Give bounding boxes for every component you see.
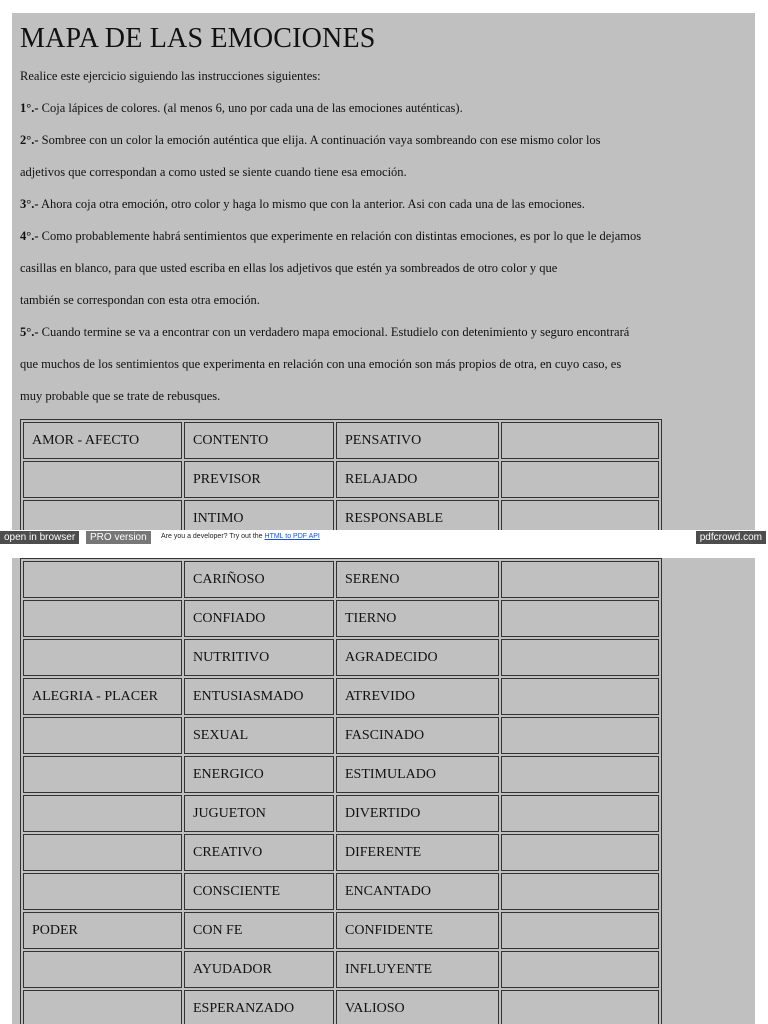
adjective-cell: CONFIDENTE	[336, 912, 499, 949]
emotion-category-cell	[23, 990, 182, 1024]
adjective-cell: DIFERENTE	[336, 834, 499, 871]
emotion-category-cell	[23, 600, 182, 637]
adjective-cell: AGRADECIDO	[336, 639, 499, 676]
adjective-cell: TIERNO	[336, 600, 499, 637]
blank-entry-cell	[501, 678, 659, 715]
step-number: 3°.-	[20, 197, 39, 211]
blank-entry-cell	[501, 756, 659, 793]
developer-promo-text: Are you a developer? Try out the	[161, 533, 263, 540]
adjective-cell: ESPERANZADO	[184, 990, 334, 1024]
step-2	[20, 133, 601, 148]
adjective-cell: INFLUYENTE	[336, 951, 499, 988]
blank-entry-cell	[501, 717, 659, 754]
developer-promo	[161, 533, 320, 540]
adjective-cell: ENERGICO	[184, 756, 334, 793]
step-1	[20, 101, 463, 116]
adjective-cell: CONTENTO	[184, 422, 334, 459]
table-row	[23, 912, 659, 949]
emotion-category-cell: AMOR - AFECTO	[23, 422, 182, 459]
adjective-cell: ESTIMULADO	[336, 756, 499, 793]
step-number: 1°.-	[20, 101, 39, 115]
step-2-cont: adjetivos que correspondan a como usted se siente cuando tiene esa emoción.	[20, 165, 407, 179]
emotions-table-part-2	[20, 558, 662, 1024]
step-4	[20, 229, 641, 244]
table-row	[23, 600, 659, 637]
adjective-cell: RELAJADO	[336, 461, 499, 498]
emotion-category-cell	[23, 639, 182, 676]
table-row	[23, 873, 659, 910]
adjective-cell: VALIOSO	[336, 990, 499, 1024]
blank-entry-cell	[501, 795, 659, 832]
step-text: Como probablemente habrá sentimientos que experimente en relación con distintas emociones, es por lo que le dejamos	[41, 229, 642, 243]
table-row	[23, 756, 659, 793]
adjective-cell: CONFIADO	[184, 600, 334, 637]
emotion-category-cell	[23, 561, 182, 598]
document-page-1	[12, 13, 755, 530]
adjective-cell: CARIÑOSO	[184, 561, 334, 598]
step-4-cont-2: también se correspondan con esta otra emoción.	[20, 293, 260, 307]
open-in-browser-button[interactable]: open in browser	[0, 531, 79, 544]
adjective-cell: FASCINADO	[336, 717, 499, 754]
adjective-cell: PENSATIVO	[336, 422, 499, 459]
step-5	[20, 325, 629, 340]
step-number: 2°.-	[20, 133, 39, 147]
step-text: Ahora coja otra emoción, otro color y haga lo mismo que con la anterior. Asi con cada una de las emociones.	[40, 197, 585, 211]
emotion-category-cell: ALEGRIA - PLACER	[23, 678, 182, 715]
table-row	[23, 717, 659, 754]
blank-entry-cell	[501, 422, 659, 459]
blank-entry-cell	[501, 873, 659, 910]
blank-entry-cell	[501, 951, 659, 988]
adjective-cell: DIVERTIDO	[336, 795, 499, 832]
pdfcrowd-banner	[0, 530, 768, 545]
adjective-cell: ATREVIDO	[336, 678, 499, 715]
blank-entry-cell	[501, 500, 659, 530]
emotion-category-cell: PODER	[23, 912, 182, 949]
blank-entry-cell	[501, 912, 659, 949]
page-title: MAPA DE LAS EMOCIONES	[20, 23, 376, 54]
step-text: Cuando termine se va a encontrar con un verdadero mapa emocional. Estudielo con detenimiento y seguro encontrará	[41, 325, 630, 339]
table-row	[23, 461, 659, 498]
emotion-category-cell	[23, 461, 182, 498]
blank-entry-cell	[501, 639, 659, 676]
pro-version-button[interactable]: PRO version	[86, 531, 151, 544]
intro-text: Realice este ejercicio siguiendo las instrucciones siguientes:	[20, 69, 321, 83]
table-row	[23, 678, 659, 715]
table-row	[23, 990, 659, 1024]
adjective-cell: SEXUAL	[184, 717, 334, 754]
step-number: 5°.-	[20, 325, 39, 339]
blank-entry-cell	[501, 561, 659, 598]
adjective-cell: CREATIVO	[184, 834, 334, 871]
blank-entry-cell	[501, 990, 659, 1024]
emotion-category-cell	[23, 500, 182, 530]
pdfcrowd-brand-link[interactable]: pdfcrowd.com	[696, 531, 766, 544]
emotion-category-cell	[23, 834, 182, 871]
emotion-category-cell	[23, 951, 182, 988]
html-to-pdf-api-link[interactable]: HTML to PDF API	[264, 533, 320, 540]
step-number: 4°.-	[20, 229, 39, 243]
step-3	[20, 197, 585, 212]
adjective-cell: NUTRITIVO	[184, 639, 334, 676]
blank-entry-cell	[501, 461, 659, 498]
table-row	[23, 422, 659, 459]
blank-entry-cell	[501, 600, 659, 637]
document-page-2	[12, 558, 755, 1024]
adjective-cell: AYUDADOR	[184, 951, 334, 988]
adjective-cell: CONSCIENTE	[184, 873, 334, 910]
adjective-cell: PREVISOR	[184, 461, 334, 498]
step-text: Sombree con un color la emoción auténtica que elija. A continuación vaya sombreando con ese mismo color los	[41, 133, 601, 147]
table-row	[23, 795, 659, 832]
step-4-cont-1: casillas en blanco, para que usted escriba en ellas los adjetivos que estén ya sombreados de otro color y que	[20, 261, 558, 275]
table-row	[23, 951, 659, 988]
emotion-category-cell	[23, 795, 182, 832]
emotion-category-cell	[23, 756, 182, 793]
table-row	[23, 561, 659, 598]
step-5-cont-2: muy probable que se trate de rebusques.	[20, 389, 221, 403]
adjective-cell: JUGUETON	[184, 795, 334, 832]
table-row	[23, 500, 659, 530]
table-row	[23, 834, 659, 871]
adjective-cell: SERENO	[336, 561, 499, 598]
blank-entry-cell	[501, 834, 659, 871]
adjective-cell: CON FE	[184, 912, 334, 949]
step-5-cont-1: que muchos de los sentimientos que experimenta en relación con una emoción son más propios de otra, en cuyo caso, es	[20, 357, 622, 371]
adjective-cell: ENCANTADO	[336, 873, 499, 910]
table-row	[23, 639, 659, 676]
emotion-category-cell	[23, 717, 182, 754]
step-text: Coja lápices de colores. (al menos 6, uno por cada una de las emociones auténticas).	[41, 101, 463, 115]
emotion-category-cell	[23, 873, 182, 910]
emotions-table-part-1	[20, 419, 662, 530]
adjective-cell: INTIMO	[184, 500, 334, 530]
adjective-cell: ENTUSIASMADO	[184, 678, 334, 715]
adjective-cell: RESPONSABLE	[336, 500, 499, 530]
